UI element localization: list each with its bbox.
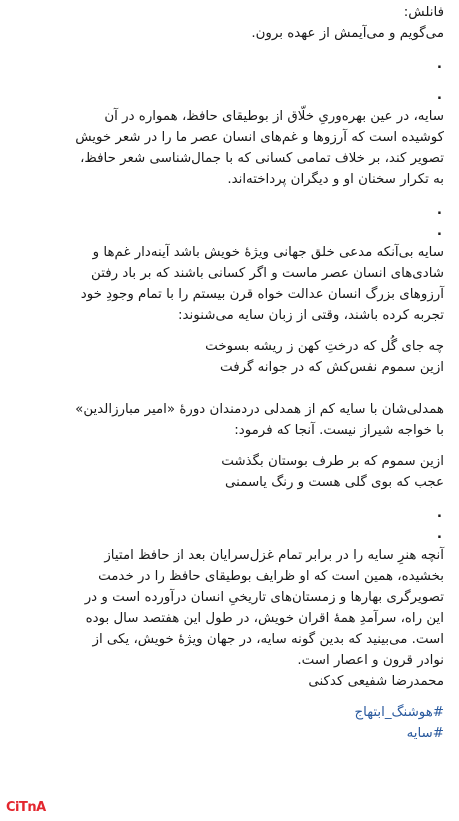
separator-dot: . — [436, 224, 442, 239]
watermark-text: CiTnA — [6, 800, 46, 815]
verse-line: چه جای گُل که درختِ کهن ز ریشه بسوخت — [205, 339, 444, 354]
separator-dot: . — [436, 57, 442, 72]
paragraph-line: تصویرگری بهارها و زمستان‌های تاریخیِ انسان درآورده است و در — [84, 590, 444, 605]
paragraph-4 — [8, 545, 444, 671]
paragraph-line: به تکرار سخنان او و دیگران پرداخته‌اند. — [227, 172, 444, 187]
paragraph-line: این راه، سرآمدِ همهٔ اقران خویش، در طول این هفتصد سال بوده — [85, 611, 444, 626]
hashtag-link[interactable]: #هوشنگ_ابتهاج — [354, 705, 444, 720]
verse-2 — [8, 451, 444, 493]
verse-line: عجب که بوی گلی هست و رنگ یاسمنی — [225, 475, 444, 490]
author-name: محمدرضا شفیعی کدکنی — [308, 674, 444, 689]
article-body — [8, 2, 444, 744]
paragraph-1 — [8, 106, 444, 190]
paragraph-2 — [8, 242, 444, 326]
separator-dot: . — [436, 527, 442, 542]
header-verse: می‌گویم و می‌آیمش از عهده برون. — [251, 26, 444, 41]
paragraph-line: آنچه هنرِ سایه را در برابر تمام غزل‌سرایان بعد از حافظ امتیاز — [104, 548, 444, 563]
verse-line: ازین سموم نفس‌کش که در جوانه گرفت — [220, 360, 444, 375]
paragraph-line: تصویر کند، بر خلاف تمامی کسانی که با جمال‌شناسی شعر حافظ، — [80, 151, 444, 166]
separator-dot: . — [436, 88, 442, 103]
hashtag-link[interactable]: #سایه — [406, 726, 444, 741]
paragraph-line: کوشیده است که آرزوها و غم‌های انسان عصر ما را در شعر خویش — [75, 130, 444, 145]
paragraph-line: شادی‌های انسان عصر ماست و اگر کسانی باشند که بر باد رفتن — [91, 266, 444, 281]
header-label: فانلش: — [403, 5, 444, 20]
paragraph-line: آرزوهای بزرگ انسان عدالت خواه قرن بیستم را با تمام وجودِ خود — [80, 287, 444, 302]
paragraph-line: سایه بی‌آنکه مدعی خلق جهانی ویژهٔ خویش باشد آینه‌دار غم‌ها و — [92, 245, 444, 260]
paragraph-line: همدلی‌شان با سایه کم از همدلی دردمندان دورهٔ «امیر مبارزالدین» — [75, 402, 444, 417]
paragraph-line: بخشیده، همین است که او ظرایف بوطیقای حافظ را در خدمت — [98, 569, 444, 584]
paragraph-line: با خواجه شیراز نیست. آنجا که فرمود: — [234, 423, 444, 438]
separator-dot: . — [436, 203, 442, 218]
paragraph-3 — [8, 399, 444, 441]
paragraph-line: نوادر قرون و اعصار است. — [297, 653, 444, 668]
verse-line: ازین سموم که بر طرف بوستان بگذشت — [221, 454, 444, 469]
verse-1 — [8, 336, 444, 378]
separator-dot: . — [436, 506, 442, 521]
watermark-logo — [6, 800, 46, 815]
paragraph-line: است. می‌بینید که بدین گونه سایه، در جهان ویژهٔ خویش، یکی از — [92, 632, 444, 647]
paragraph-line: سایه، در عین بهره‌وریِ خلّاق از بوطیقای حافظ، همواره در آن — [104, 109, 444, 124]
paragraph-line: تجربه کرده باشند، وقتی از زبان سایه می‌شنوند: — [178, 308, 444, 323]
